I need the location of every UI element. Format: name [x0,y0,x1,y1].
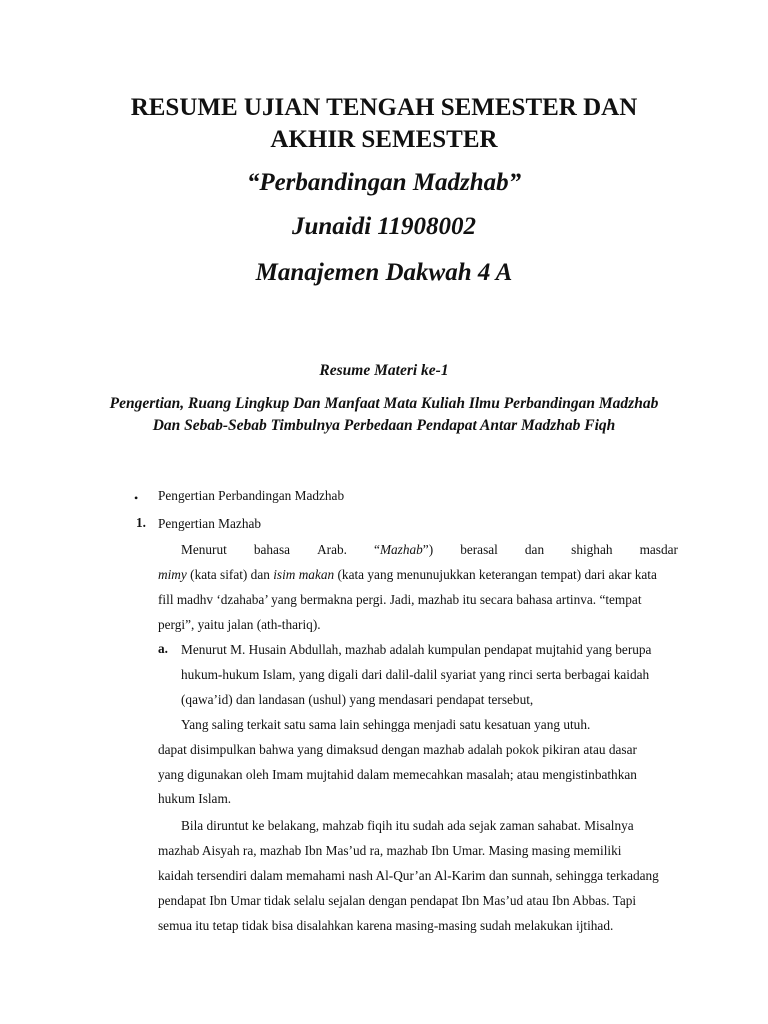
paragraph-3-line-1: Bila diruntut ke belakang, mahzab fiqih itu sudah ada sejak zaman sahabat. Misalnya [181,818,634,833]
section-title: Pengertian Mazhab [158,516,262,531]
resume-heading [0,361,768,437]
resume-number: Resume Materi ke-1 [319,362,449,379]
paragraph-2-line-2: yang digunakan oleh Imam mujtahid dalam memecahkan masalah; atau mengistinbathkan [158,767,637,782]
bullet-icon: • [134,491,139,505]
document-title-line2: AKHIR SEMESTER [270,126,498,153]
paragraph-2-line-1: dapat disimpulkan bahwa yang dimaksud dengan mazhab adalah pokok pikiran atau dasar [158,742,637,757]
item-a-label: a. [158,641,168,656]
item-a-line-1: Menurut M. Husain Abdullah, mazhab adalah kumpulan pendapat mujtahid yang berupa [181,642,652,657]
item-a-line-2: hukum-hukum Islam, yang digali dari dalil-dalil syariat yang rinci serta berbagai kaidah [181,667,650,682]
paragraph-3-line-3: kaidah tersendiri dalam memahami nash Al-Qur’an Al-Karim dan sunnah, sehingga terkadang [158,868,659,883]
paragraph-1-line-2: mimy (kata sifat) dan isim makan (kata yang menunujukkan keterangan tempat) dari akar kata [158,567,657,582]
title-block [0,92,768,288]
paragraph-1-line-1: Menurut bahasa Arab. “Mazhab”) berasal dan shighah masdar [181,542,678,557]
item-a-line-4: Yang saling terkait satu sama lain sehingga menjadi satu kesatuan yang utuh. [181,717,591,732]
section-number: 1. [136,515,146,530]
resume-topic: Pengertian, Ruang Lingkup Dan Manfaat Mata Kuliah Ilmu Perbandingan Madzhab Dan Sebab-Sebab Timbulnya Perbedaan Pendapat Antar Madzhab Fiqh [109,395,659,434]
study-program: Manajemen Dakwah 4 A [255,259,513,286]
paragraph-3-line-5: semua itu tetap tidak bisa disalahkan karena masing-masing sudah melakukan ijtihad. [158,918,614,933]
paragraph-3-line-4: pendapat Ibn Umar tidak selalu sejalan dengan pendapat Ibn Mas’ud atau Ibn Abbas. Tapi [158,893,637,908]
document-subtitle: “Perbandingan Madzhab” [246,169,522,196]
paragraph-1-line-3: fill madhv ‘dzahaba’ yang bermakna pergi. Jadi, mazhab itu secara bahasa artinva. “tempat [158,592,642,607]
paragraph-2-line-3: hukum Islam. [158,791,232,806]
paragraph-3-line-2: mazhab Aisyah ra, mazhab Ibn Mas’ud ra, mazhab Ibn Umar. Masing masing memiliki [158,843,622,858]
author-name: Junaidi 11908002 [291,213,477,240]
paragraph-1-line-4: pergi”, yaitu jalan (ath-thariq). [158,617,321,632]
item-a-line-3: (qawa’id) dan landasan (ushul) yang mendasari pendapat tersebut, [181,692,534,707]
document-title-line1: RESUME UJIAN TENGAH SEMESTER DAN [130,94,638,121]
bullet-item: Pengertian Perbandingan Madzhab [158,488,345,503]
